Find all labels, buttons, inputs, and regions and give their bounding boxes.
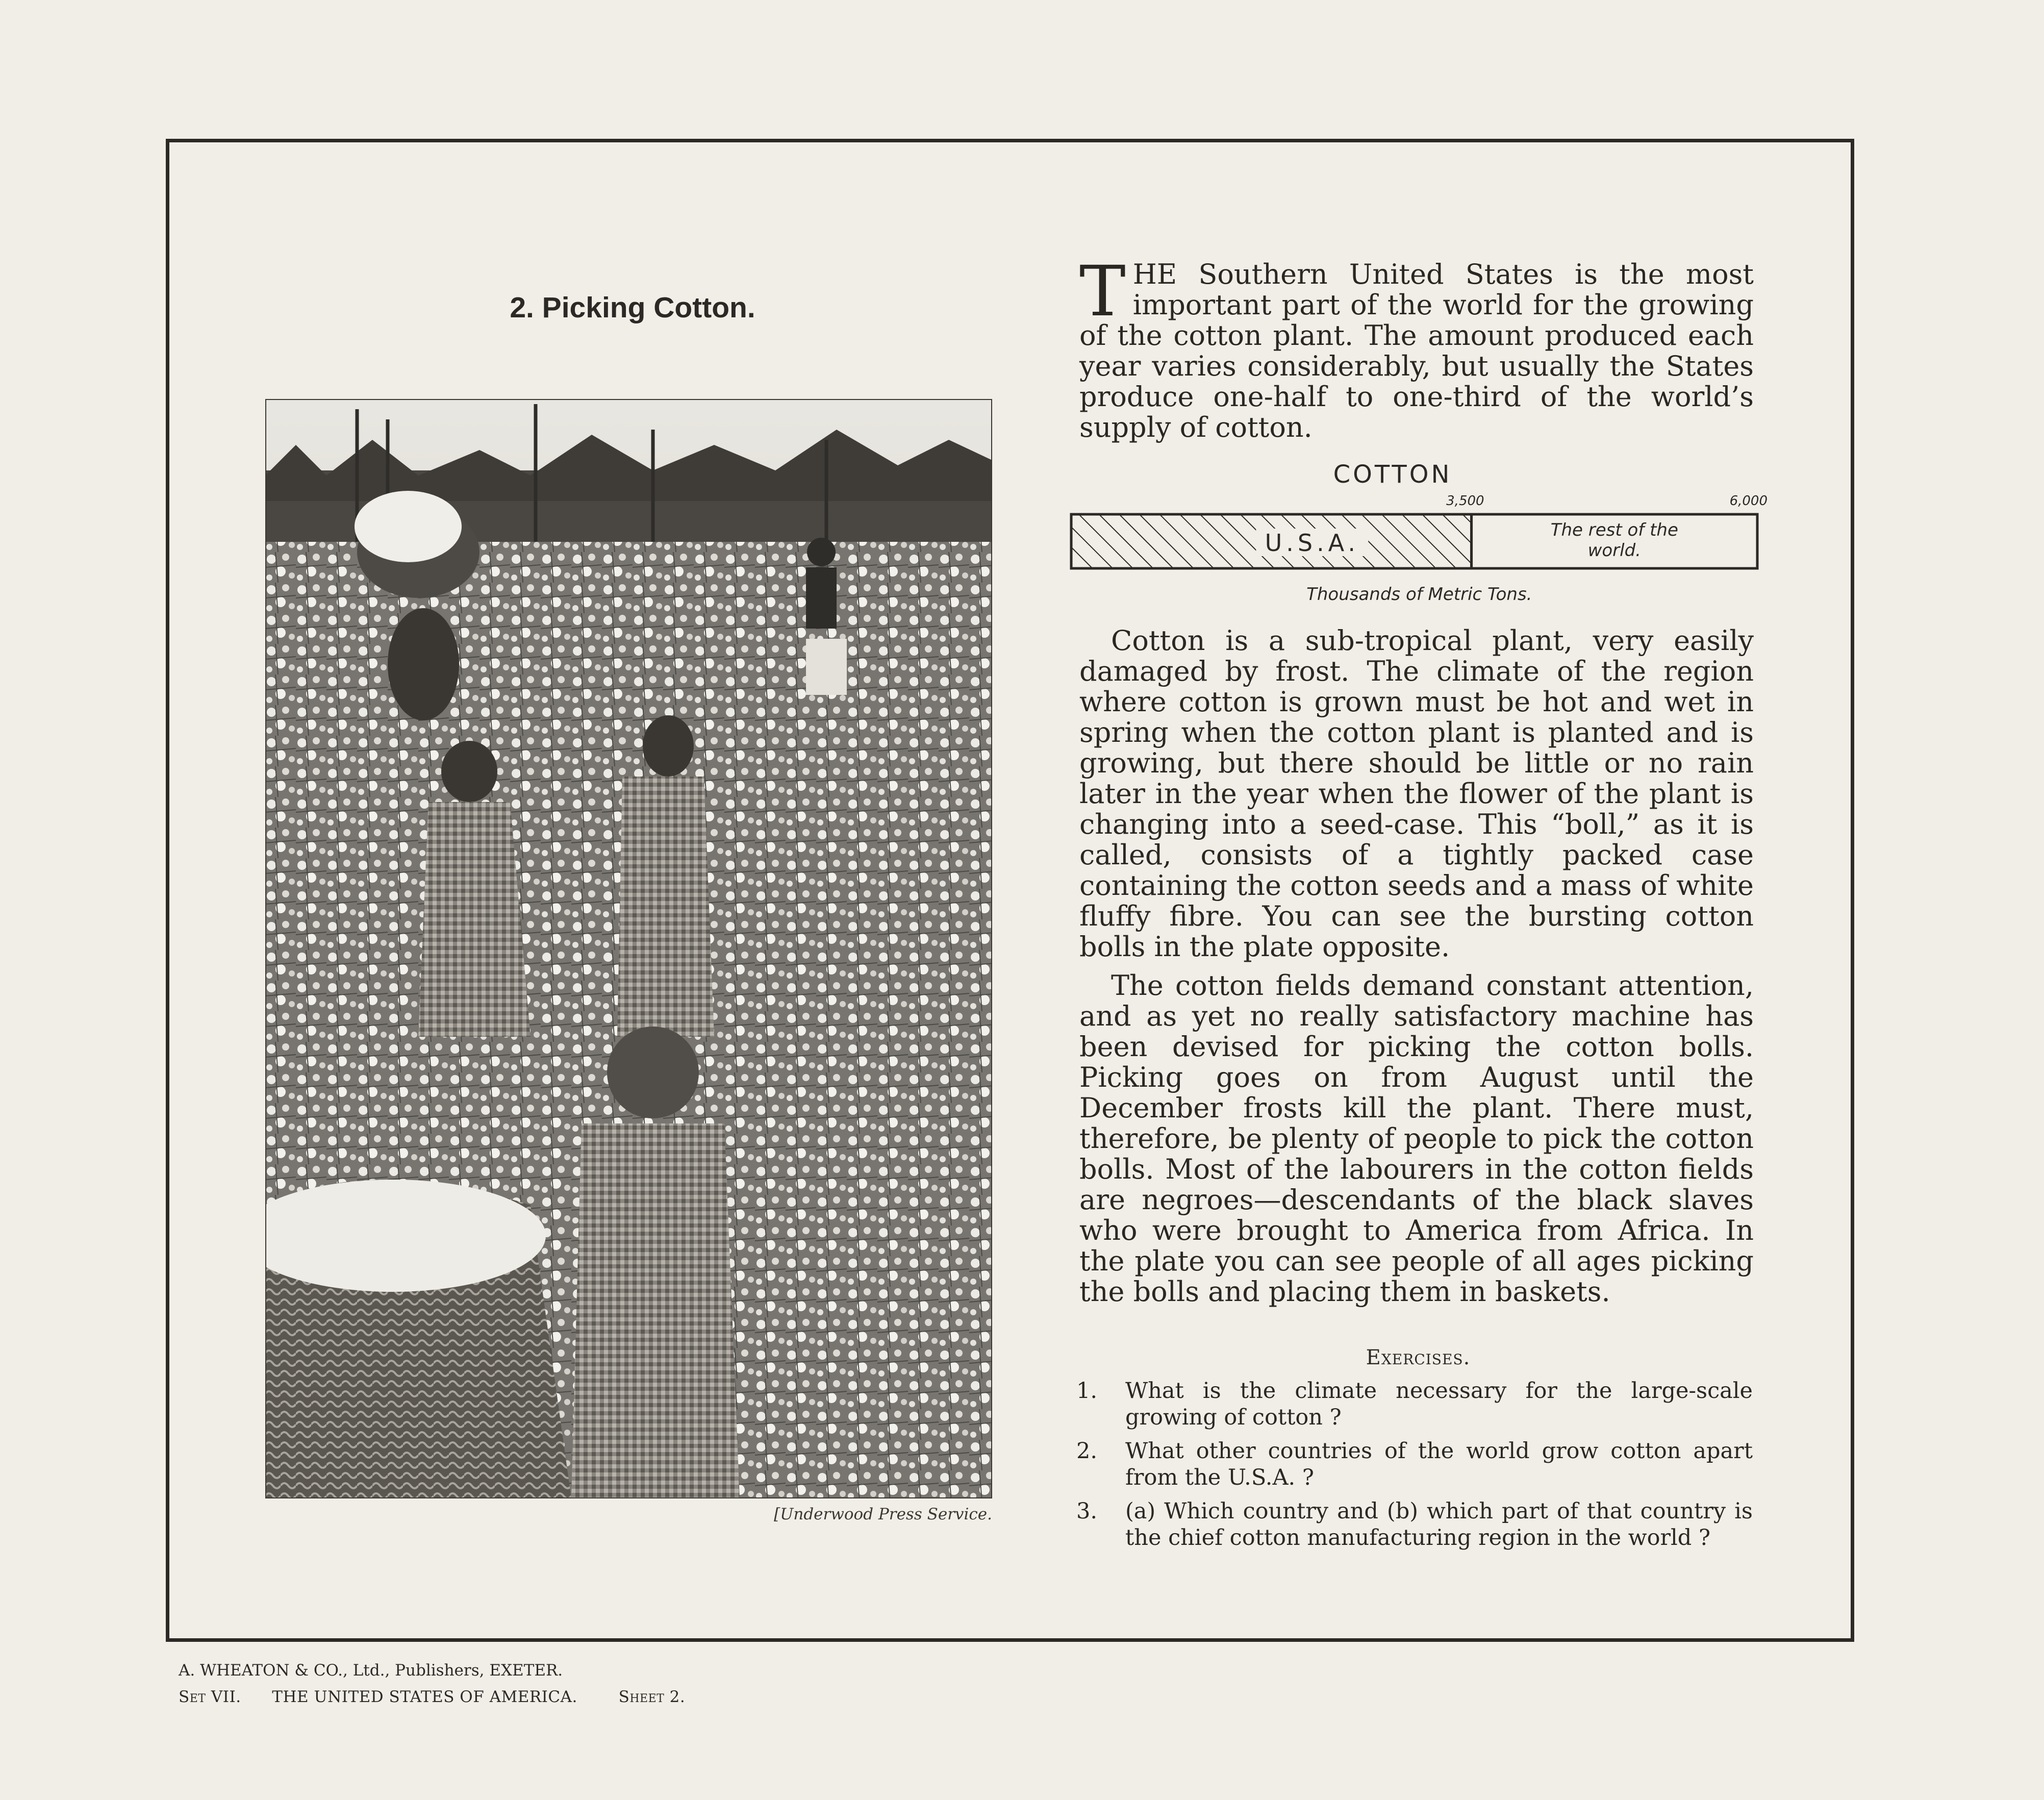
series-line bbox=[179, 1684, 685, 1710]
chart-x-axis-label: Thousands of Metric Tons. bbox=[1306, 584, 1532, 605]
exercises-heading: Exercises. bbox=[1366, 1346, 1471, 1369]
rest-of-world-label-line2: world. bbox=[1587, 540, 1642, 561]
cotton-picking-photo bbox=[265, 399, 992, 1498]
exercise-item bbox=[1076, 1378, 1755, 1431]
usa-label: U.S.A. bbox=[1265, 529, 1359, 557]
drop-cap: T bbox=[1079, 252, 1126, 332]
exercise-text: What is the climate necessary for the large-scale growing of cotton ? bbox=[1125, 1378, 1753, 1430]
exercise-number: 1. bbox=[1076, 1378, 1098, 1404]
publisher-line: A. WHEATON & CO., Ltd., Publishers, EXETER. bbox=[179, 1661, 563, 1680]
exercise-item bbox=[1076, 1498, 1755, 1551]
cotton-chart-svg bbox=[1069, 485, 1773, 607]
tick-label-3500: 3,500 bbox=[1446, 493, 1484, 509]
publisher-footer bbox=[179, 1657, 685, 1710]
tick-label-6000: 6,000 bbox=[1729, 493, 1768, 509]
set-number: Set VII. bbox=[179, 1688, 241, 1706]
exercise-text: (a) Which country and (b) which part of that country is the chief cotton manufacturing region in the world ? bbox=[1125, 1498, 1753, 1551]
sheet-number: Sheet 2. bbox=[618, 1688, 686, 1706]
exercise-number: 3. bbox=[1076, 1498, 1098, 1524]
body-paragraph-1: Cotton is a sub-tropical plant, very easily damaged by frost. The climate of the region where cotton is grown must be hot and wet in spring when the cotton plant is planted and is growing, but there should be little or no rain later in the year when the flower of the plant is changing into a seed-case. This “boll,” as it is called, consists of a tightly packed case containing the cotton seeds and a mass of white fluffy fibre. You can see the bursting cotton bolls in the plate opposite. bbox=[1079, 624, 1754, 963]
intro-text: HE Southern United States is the most important part of the world for the growing of the cotton plant. The amount produced each year varies considerably, but usually the States produce one-half to one-third of the world’s supply of cotton. bbox=[1079, 258, 1754, 443]
photo-credit: [Underwood Press Service. bbox=[774, 1505, 992, 1523]
exercises-list bbox=[1076, 1378, 1755, 1558]
cotton-production-chart bbox=[1069, 485, 1773, 607]
chart-title: COTTON bbox=[1333, 460, 1452, 489]
plate-title: 2. Picking Cotton. bbox=[510, 291, 755, 324]
rest-of-world-label-line1: The rest of the bbox=[1550, 520, 1678, 540]
intro-paragraph bbox=[1079, 252, 1754, 443]
body-paragraph-2: The cotton fields demand constant attention, and as yet no really satisfactory machine has been devised for picking the cotton bolls. Picking goes on from August until the December frosts kill the plant. There must, therefore, be plenty of people to pick the cotton bolls. Most of the labourers in the cotton fields are negroes—descendants of the black slaves who were brought to America from Africa. In the plate you can see people of all ages picking the bolls and placing them in baskets. bbox=[1079, 969, 1754, 1308]
body-text bbox=[1079, 626, 1754, 1307]
photo-illustration bbox=[265, 399, 992, 1498]
exercise-text: What other countries of the world grow cotton apart from the U.S.A. ? bbox=[1125, 1438, 1753, 1490]
exercise-item bbox=[1076, 1438, 1755, 1491]
exercise-number: 2. bbox=[1076, 1438, 1098, 1464]
series-title: THE UNITED STATES OF AMERICA. bbox=[272, 1688, 577, 1706]
